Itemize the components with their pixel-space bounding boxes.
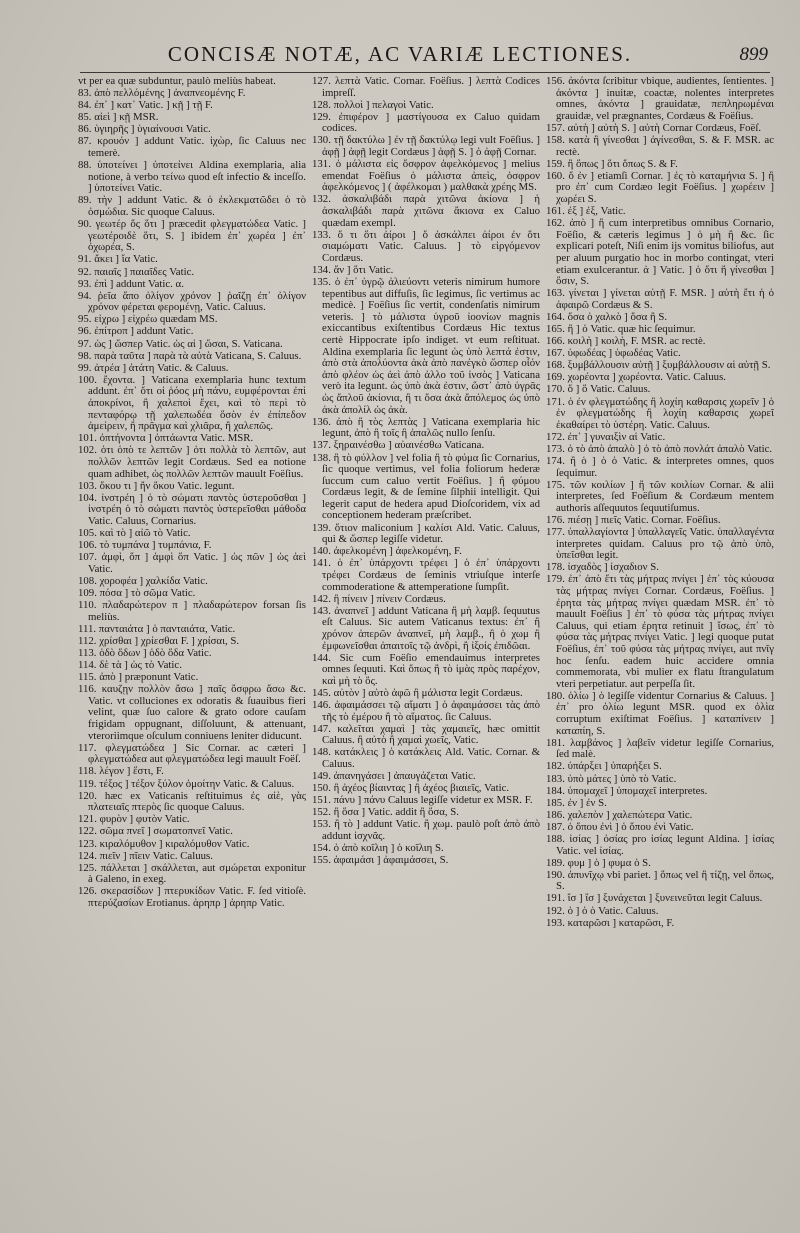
note-entry: 117. φλεγματώδεα ] Sic Cornar. ac cæteri ] φλεγματώδεα aut φλεγματώδεα legi mauult Foëſ. xyxy=(78,741,306,766)
note-entry: 110. πλαδαρώτερον π ] πλαδαρώτερον forsan ſis meliùs. xyxy=(78,599,306,623)
note-entry: 173. ὁ τὸ ἀπὸ ἀπαλὸ ] ὁ τὸ ἀπὸ πονλάτ ἀπαλὸ Vatic. xyxy=(546,442,773,455)
note-entry: 172. ἐπ᾽ ] γυναιξὶν αἱ Vatic. xyxy=(546,430,666,443)
note-entry: 87. κρουόν ] addunt Vatic. ἰχὼρ, ſic Caluus nec temerè. xyxy=(78,135,306,160)
note-entry: 147. καλεῖται χαμαὶ ] τὰς χαμαιεῖς, hæc omittit Caluus. ἢ αὐτὸ ἢ χαμαὶ χωεῖς, Vatic. xyxy=(312,722,540,747)
note-entry: 154. ὁ ἀπὸ κοῖλιη ] ὁ κοῖλιη S. xyxy=(312,842,444,855)
note-entry: 176. πιέσῃ ] πιεῖς Vatic. Cornar. Foëſius. xyxy=(546,513,721,526)
column-middle xyxy=(312,76,540,1216)
note-entry: 107. ἀμφὶ, ὅπ ] ἀμφὶ ὅπ Vatic. ] ὡς πῶν ] ὡς ἀεὶ Vatic. xyxy=(78,551,306,575)
note-entry: 164. ὅσα ὁ χαλκὸ ] ὅσα ἢ S. xyxy=(546,310,668,323)
note-entry: 127. λεπτὰ Vatic. Cornar. Foëſius. ] λεπτὰ Codices impreſſ. xyxy=(312,76,540,99)
page-header xyxy=(0,42,800,76)
note-entry: 98. παρὰ ταῦτα ] παρὰ τὰ αὐτὰ Vaticana, S. Caluus. xyxy=(78,349,302,362)
note-entry: 103. ὅκου τι ] ἤν ὅκου Vatic. legunt. xyxy=(78,479,235,492)
note-entry: 83. ἀπὸ πελλόμένης ] ἀναπνεομένης F. xyxy=(78,87,246,100)
running-title: CONCISÆ NOTÆ, AC VARIÆ LECTIONES. xyxy=(167,42,633,66)
note-entry: 124. πιεῖν ] πῖειν Vatic. Caluus. xyxy=(78,849,213,862)
note-entry: 115. ἀπὸ ] præponunt Vatic. xyxy=(78,671,199,684)
note-entry: 109. πόσα ] τὸ σῶμα Vatic. xyxy=(78,587,196,600)
header-rule xyxy=(80,72,770,73)
note-entry: 108. χοροφέα ] χαλκίδα Vatic. xyxy=(78,574,208,587)
note-entry: 162. ἀπὸ ] ἢ cum interpretibus omnibus Cornario, Foëſio, & cæteris legimus ] ὁ μὴ ἢ &c. ſic explicari poteſt, Niſi enim ijs vomitus biliofus, aut per aluum purgatio hoc in morbo contingat, vteri etiam exulcerantur. ἀ ] Vatic. ] ὁ ὅτι ἢ γίνεσθαι ] ὅσιν, S. xyxy=(546,217,774,288)
note-entry: vt per ea quæ subduntur, paulò meliùs habeat. xyxy=(78,76,276,87)
note-entry: 190. ἀπυνῖχῳ vbi pariet. ] ὅπως vel ἢ τίζῃ, vel ὅπως, S. xyxy=(546,868,774,893)
note-entry: 88. ὑποτείνει ] ὑποτείνει Aldina exemplaria, alia notione, à verbo τείνω quod eſt infectio & inceſſo. ] ὑποτείνει Vatic. xyxy=(78,159,306,195)
note-entry: 165. ἢ ] ὁ Vatic. quæ hic ſequimur. xyxy=(546,322,696,335)
note-entry: 161. ἐξ ] ἐξ, Vatic. xyxy=(546,205,626,218)
note-entry: 178. ἰσχαδὸς ] ἰσχαδιον S. xyxy=(546,561,659,574)
note-entry: 170. ὅ ] ὅ Vatic. Caluus. xyxy=(546,383,651,396)
note-entry: 97. ὡς ] ὥσπερ Vatic. ὡς αἱ ] ὥσαι, S. Vaticana. xyxy=(78,337,283,350)
note-entry: 96. ἐπίτροπ ] addunt Vatic. xyxy=(78,325,194,338)
note-entry: 186. χαλεπὸν ] χαλεπώτερα Vatic. xyxy=(546,808,693,821)
note-entry: 102. ὁτι ὁπὸ τε λεπτῶν ] ὁτι πολλὰ τὸ λεπτῶν, aut πολλῶν λεπτῶν legit Cordæus. Sed ea notione quam adhibet, ὡς πολλῶν λεπτῶν mauult Foëſius. xyxy=(78,444,306,480)
note-entry: 86. ὑγιηρῆς ] ὑγιαίνουσι Vatic. xyxy=(78,123,211,136)
note-entry: 122. σῶμα πνεῖ ] σωματοπνεῖ Vatic. xyxy=(78,825,233,838)
note-entry: 121. φυρὸν ] φυτὸν Vatic. xyxy=(78,813,190,826)
note-entry: 101. ὀπτήνοντα ] ὀπτάωντα Vatic. MSR. xyxy=(78,432,254,445)
note-entry: 148. κατάκλεις ] ὁ κατάκλεις Ald. Vatic. Cornar. & Caluus. xyxy=(312,746,540,770)
note-entry: 157. αὐτὴ ] αὐτὴ S. ] αὐτὴ Cornar Cordæus, Foëſ. xyxy=(546,121,762,134)
note-entry: 150. ἢ ἀχέος βίαιντας ] ἢ ἀχέος βιαιεῖς, Vatic. xyxy=(312,782,510,795)
note-entry: 92. παιαῖς ] παιαῖδες Vatic. xyxy=(78,265,195,278)
note-entry: 95. εἰχρω ] εἰχρέω quædam MS. xyxy=(78,313,218,326)
note-entry: 125. πάλλεται ] σκάλλεται, aut σμώρεται exponitur à Galeno, in exeg. xyxy=(78,861,306,886)
note-entry: 133. ὅ τι ὅτι ἀίροι ] ὅ ἀσκάλπει ἀίροι ἐν ὅτι σιαμώματι Vatic. Caluus. ] τὸ εἰργόμενον Cordæus. xyxy=(312,228,540,264)
note-entry: 84. ἐπ᾽ ] κατ᾽ Vatic. ] κῇ ] τῇ F. xyxy=(78,99,213,112)
note-entry: 100. ἔχοντα. ] Vaticana exemplaria hunc textum addunt. ἐπ᾽ ὅτι οἱ ῥόος μὴ πάνυ, ευμφέρονται ἐπὶ ἀποκρίνοι, ἢ χαλεποὶ ἔχει, καὶ τὸ περὶ τὸ πενταφόρῳ τῇ χαλεπωδέα ὅσὸν ἐν ἐπίπεδον ἀμείρειν, ἢ πρᾶγμα καὶ χλιᾶρα, ἢ χαλεπῶς. xyxy=(78,373,306,433)
note-entry: 89. τὴν ] addunt Vatic. & ὁ ἐκλεκματῶδει ὁ τὸ ὀσμώδια. Sic quoque Caluus. xyxy=(78,194,306,219)
note-entry: 99. ἀτρέα ] ἀτάτη Vatic. & Caluus. xyxy=(78,361,229,374)
note-entry: 91. ἄκει ] ἴα Vatic. xyxy=(78,253,158,266)
page-number: 899 xyxy=(739,44,768,65)
note-entry: 153. ἢ τὸ ] addunt Vatic. ἢ χωμ. paulò poſt ἀπὸ ἀπὸ addunt ἰσχνᾶς. xyxy=(312,818,540,842)
note-entry: 163. γίνεται ] γίνεται αὐτῇ F. MSR. ] αὐτὴ ἔτι ἡ ὁ ἀφαιρῶ Cordæus & S. xyxy=(546,287,774,311)
note-entry: 130. τῇ δακτύλω ] ἐν τῇ δακτύλῳ legi vult Foëſius. ] ἀφῇ ] ἀφῇ legit Cordæus ] ἀφῇ S. ] ὁ ἀφῇ Cornar. xyxy=(312,134,540,159)
note-entry: 126. σκερασίδων ] πτερυκίδων Vatic. F. ſed vitioſè. πτερύζασίων Erotianus. ἀρηπρ ] ἀρηπρ Vatic. xyxy=(78,885,306,909)
note-entry: 94. ῥεῖα ἅπο ὀλίγον χρόνον ] ῥαῖζῃ ἐπ᾽ ὀλίγον χρόνον φέρεται φερομένῃ, Vatic. Caluus. xyxy=(78,289,306,314)
note-entry: 142. ἢ πίνειν ] πίνειν Cordæus. xyxy=(312,592,446,605)
note-entry: 119. τέξος ] τέξον ξύλον ὁμοίτην Vatic. & Caluus. xyxy=(78,777,295,790)
note-entry: 187. ὁ ὅπου ἐνὶ ] ὁ ὅπου ἐνὶ Vatic. xyxy=(546,820,694,833)
note-entry: 144. Sic cum Foëſio emendauimus interpretes omnes ſequuti. Καὶ ὅπως ἢ τὸ ἱμὰς πρὸς παρέχον, καὶ μὴ τὸ ὅς. xyxy=(312,651,540,687)
note-entry: 193. καταρῶσι ] καταρῶσι, F. xyxy=(546,916,675,929)
note-entry: 169. χωρέοντα ] χωρέοντα. Vatic. Caluus. xyxy=(546,371,726,384)
note-entry: 188. ἰσίας ] ὀσίας pro ἰσίας legunt Aldina. ] ἰσίας Vatic. vel ἰσίας. xyxy=(546,833,774,857)
note-entry: 116. καυζῃν πολλὸν ἄσω ] παῖς ὄσφρω ἄσω &c. Vatic. vt colluciones ex odoratis & ſuauibus fieri velint, quæ ſuo calore & grato odore cauſam frigidam oppugnant, diſſoluunt, & attenuant, vteroriimque oſculum conniuens leniter diducunt. xyxy=(78,683,306,742)
note-entry: 155. ἀφαιμάσι ] ἀφαιμάσσει, S. xyxy=(312,854,449,867)
note-entry: 136. ἀπὸ ἢ τὸς λεπτὰς ] Vaticana exemplaria hic legunt, ἀπὸ ἢ τοῖς ἢ ἀπαλῶς nullo ſenſu. xyxy=(312,415,540,440)
note-entry: 114. δὲ τὰ ] ὡς τὸ Vatic. xyxy=(78,659,182,672)
note-entry: 189. φυμ ] ὁ ] φυμα ὁ S. xyxy=(546,856,651,869)
note-entry: 192. ὁ ] ὁ ὁ Vatic. Caluus. xyxy=(546,904,659,917)
note-entry: 174. ἢ ὁ ] ὁ ὁ Vatic. & interpretes omnes, quos ſequimur. xyxy=(546,455,774,479)
note-entry: 90. γεωτέρ ὅς ὅτι ] præcedit φλεγματώδεα Vatic. ] γεωτέροιδὲ ὅτι, S. ] ibidem ἐπ᾽ χωρέα ] ἐπ᾽ ὀχωρέα, S. xyxy=(78,218,306,254)
note-entry: 185. ἐν ] ἐν S. xyxy=(546,796,607,809)
note-entry: 106. τὸ τυμπάνα ] τυμπάνια, F. xyxy=(78,539,212,552)
note-entry: 184. ὑπομαχεῖ ] ὑπομαχεῖ interpretes. xyxy=(546,784,708,797)
note-entry: 151. πάνυ ] πάνυ Caluus legiſſe videtur ex MSR. F. xyxy=(312,794,533,807)
note-entry: 85. αἰεὶ ] κῇ MSR. xyxy=(78,111,159,124)
column-right xyxy=(546,76,774,1216)
note-entry: 131. ὁ μάλιστα εἰς ὅσφρον ἀφελκόμενος ] melius emendat Foëſius ὁ μάλιστα ἀπεὶς, ὀσφρον ἀφελκόμενος ] ( ἀφέλκομαι ) μαλθακὰ χρέης MS. xyxy=(312,158,540,194)
note-entry: 145. αὐτὸν ] αὐτὸ ἀφῶ ἢ μάλιστα legit Cordæus. xyxy=(312,686,523,699)
note-entry: 159. ἢ ὅπως ] ὅτι ὅπως S. & F. xyxy=(546,157,678,170)
note-entry: 167. ὑφωδέας ] ὑφωδέας Vatic. xyxy=(546,347,681,360)
note-entry: 156. ἀκόντα ſcribitur vbique, audientes, ſentientes. ] ἀκόντα ] inuitæ, coactæ, nolentes interpretes omnes, ἀκόντα ] grauidatæ, πεπληρωμέναι grauidæ, vel prægnantes, Cordæus & Foëſius. xyxy=(546,76,774,122)
note-entry: 180. ὁλίω ] ὁ legiſſe videntur Cornarius & Caluus. ] ἐπ᾽ pro ὁλίω legunt MSR. quod ex ὁλὶα corruptum exiſtimat Foëſius. ] καταπίνειν ] καταπίη, S. xyxy=(546,689,774,737)
note-entry: 146. ἀφαιμάσσει τῷ αἵματι ] ὁ ἀφαιμάσσει τὰς ἀπὸ τῆς τὸ ἐμέρου ἢ τὸ αἵματος. ſic Caluus. xyxy=(312,698,540,723)
note-entry: 166. κοιλὴ ] κοιλὴ, F. MSR. ac rectè. xyxy=(546,335,706,348)
note-entry: 138. ἢ τὸ φύλλον ] vel folia ἢ τὸ φύμα ſic Cornarius, ſic quoque vertimus, vel folia foliorum hederæ ſuccum cum caluo vertit Foëſius. ] ἢ φύμου Cordæus legit, & de ſemine ſilphii intelligit. Qui legerit caput de hedera apud Dioſcoridem, vix ad conceptionem hederam præſcribet. xyxy=(312,451,540,522)
note-entry: 141. ὁ ἐπ᾽ ὑπάρχοντι τρέφει ] ὁ ἐπ᾽ ὑπάρχοντι τρέφει Cordæus de ſeminis vtriuſque interſe commoderatione & attemperatione ſumpſit. xyxy=(312,557,540,593)
note-entry: 149. ἀπανηγάσει ] ἀπαυγάζεται Vatic. xyxy=(312,770,476,783)
note-entry: 152. ἢ ὅσα ] Vatic. addit ἢ ὅσα, S. xyxy=(312,806,460,819)
note-entry: 132. ἀσκαλιβάδι παρὰ χιτῶνα ἀκίονα ] ἡ ἀσκαλιβάδι παρὰ χιτῶνα ἄκιονα ex Caluo quædam exempl. xyxy=(312,193,540,229)
note-entry: 120. hæc ex Vaticanis reſtituimus ἐς αἰὲ, γὰς πλατειαῖς πτερὸς ſic quoque Caluus. xyxy=(78,789,306,814)
note-entry: 105. καὶ τὸ ] αἰῶ τὸ Vatic. xyxy=(78,527,191,540)
note-entry: 112. χρίσθαι ] χρίεσθαι F. ] χρίσαι, S. xyxy=(78,634,240,647)
note-entry: 183. ὑπὸ μάτες ] ὑπὸ τὸ Vatic. xyxy=(546,772,677,785)
note-entry: 135. ὁ ἐπ᾽ ὑγρῷ ἀλιεύοντι veteris nimirum humore tepentibus aut diffuſis, ſic legimus, ſic vertimus ac medicè. ] Foëſius ſic vertit, condenſatis nimirum veteris. ] τὸ μάλιστα ὑγροῦ ἰοονίων magnis exiccantibus exiſtentibus Cordæus Hic textus certè Hippocrate ipſo indiget. vt eum reſtituat. Aldina exemplaria ſic legunt ὡς ὑπὸ λεπτά ἐστιν, ἀπὸ στὰ ἀπολύοντα ἀκὰ ἀπὸ πανέγκὸ ὥσπερ οἷόν ἀπὸ φλέον ὡς ἀεὶ ἀπὸ ἀλλο τοῦ ἰνσὸς ] Vaticana verò ita legunt. ὡς ὑπὸ ἀκὰ ἐστιν, ὥστ᾽ ἀπὸ ὑγρᾶς ὡς ἄπλοῦ ἀκίονια, ἢ τι ὅσα ἀκὰ ἄπόλεμος ὡς ὑπὸ ἀκὰ ἀπολίλ ὡς ἀκὰ. xyxy=(312,276,540,416)
note-entry: 179. ἐπ᾽ ἀπὸ ἔτι τὰς μήτρας πνίγει ] ἐπ᾽ τὸς κύουσα τὰς μήτρας πνίγει Cornar. Cordæus, Foëſius. ] ἐρητα τὰς μήτρας πνίγει quædam MSR. ἐπ᾽ τὸ mauult Foëſius ] ἐπ᾽ τὸ φύσα τὰς μήτρας πνίγει Caluus, qui etiam ἐρητα retinuit ] ἴσως, ἐπ᾽ τὸ φύσα τὰς μήτρας πνίγει Vatic. ] legi quoque putat Foëſius, ἐπ᾽ τοῦ φύσα τὰς μήτρας πνίγει, aut πνῖγ hoc ſenſu. eadem huic accidere omnia commemorata, vbi mulier ex flatu ſtrangulatum vteri perpetiatur. aut perpeſſa ſit. xyxy=(546,573,774,690)
note-entry: 140. ἀφελκομένη ] ἀφελκομένη, F. xyxy=(312,545,462,558)
note-entry: 123. κιραλόμυθον ] κιραλόμυθον Vatic. xyxy=(78,837,250,850)
note-entry: 104. ἰνστρέη ] ὁ τὸ σώματι παντὸς ὑστεροῦσθαι ] ἰνστρέη ὁ τὸ σώματι παντὸς ὑστερεῖσθαι μάθοδα Vatic. Caluus, Cornarius. xyxy=(78,491,306,527)
note-entry: 168. ξυμβάλλουσιν αὐτῇ ] ξυμβάλλουσιν αἱ αὐτῇ S. xyxy=(546,359,771,372)
note-entry: 143. ἀναπνεῖ ] addunt Vaticana ἢ μὴ λαμβ. ſequutus eſt Caluus. Sic autem Vaticanus textus: ἐπ᾽ ἢ χρόνον ἀπερῶν ἀναπνεῖ, μὴ λαμβ., ἢ ὁ χωμ ἢ ἐμφωνεῖσθαι ἀπαιτοῖς τῷ ἀνδρὶ, ἢ ἰξοίς ἐπιδῶαι. xyxy=(312,604,540,652)
note-entry: 175. τῶν κοιλίων ] ἢ τῶν κοιλίων Cornar. & alii interpretes, ſed Foëſium & Cordæum mentem authoris aſſequutos ſequutiſumus. xyxy=(546,478,774,514)
note-entry: 111. πανταιάτα ] ὁ πανταιάτα, Vatic. xyxy=(78,622,236,635)
note-entry: 139. ὅτιον maliconium ] καλίσι Ald. Vatic. Caluus, qui & ὥσπερ legiſſe videtur. xyxy=(312,521,540,546)
note-entry: 134. ἄν ] ὅτι Vatic. xyxy=(312,264,394,276)
note-entry: 181. λαμβάνος ] λαβεῖν videtur legiſſe Cornarius, ſed malè. xyxy=(546,736,774,761)
note-entry: 160. ὅ ἐν ] etiamſi Cornar. ] ἐς τὸ καταμήνια S. ] ἢ pro ἐπ᾽ cum Cordæo legit Foëſius. ] χωρέειν ] χωρέει S. xyxy=(546,169,774,205)
note-entry: 118. λέγον ] ἕστι, F. xyxy=(78,765,164,778)
note-entry: 137. ξηραινέσθω ] αὐαινέσθω Vaticana. xyxy=(312,439,485,452)
text-columns xyxy=(78,76,774,1216)
note-entry: 128. πολλοὶ ] πελαγοὶ Vatic. xyxy=(312,98,434,111)
note-entry: 177. ὑπαλλαγίοντα ] ὑπαλλαγεῖς Vatic. ὑπαλλαγέντα interpretes quidam. Caluus pro τῷ ἀπὸ ὑπὸ, ὑπεῖσθαι legit. xyxy=(546,526,774,562)
note-entry: 182. ὑπάρξει ] ὑπαρήξει S. xyxy=(546,760,662,773)
note-entry: 158. κατὰ ἢ γίνεσθαι ] ἀγίνεσθαι, S. & F. MSR. ac rectè. xyxy=(546,133,774,158)
column-left xyxy=(78,76,306,1216)
note-entry: 171. ὁ ἐν φλεγματώδης ἢ λοχίη καθαρσις χωρεῖν ] ὁ ἐν φλεγματώδης ἢ λοχίη καθαρσις χωρεῖ ἐκαθαίρει τὸ ὑστέρη. Vatic. Caluus. xyxy=(546,395,774,431)
note-entry: 191. ἴσ ] ἴσ ] ξυνάχεται ] ξυνεινεῦται legit Caluus. xyxy=(546,892,763,905)
note-entry: 93. ἐπὶ ] addunt Vatic. α. xyxy=(78,277,184,290)
note-entry: 129. ἐπιφέρον ] μαστίγουσα ex Caluo quidam codices. xyxy=(312,110,540,135)
note-entry: 113. ὁδὸ ὅδων ] ὁδὸ ὅδα Vatic. xyxy=(78,647,212,659)
